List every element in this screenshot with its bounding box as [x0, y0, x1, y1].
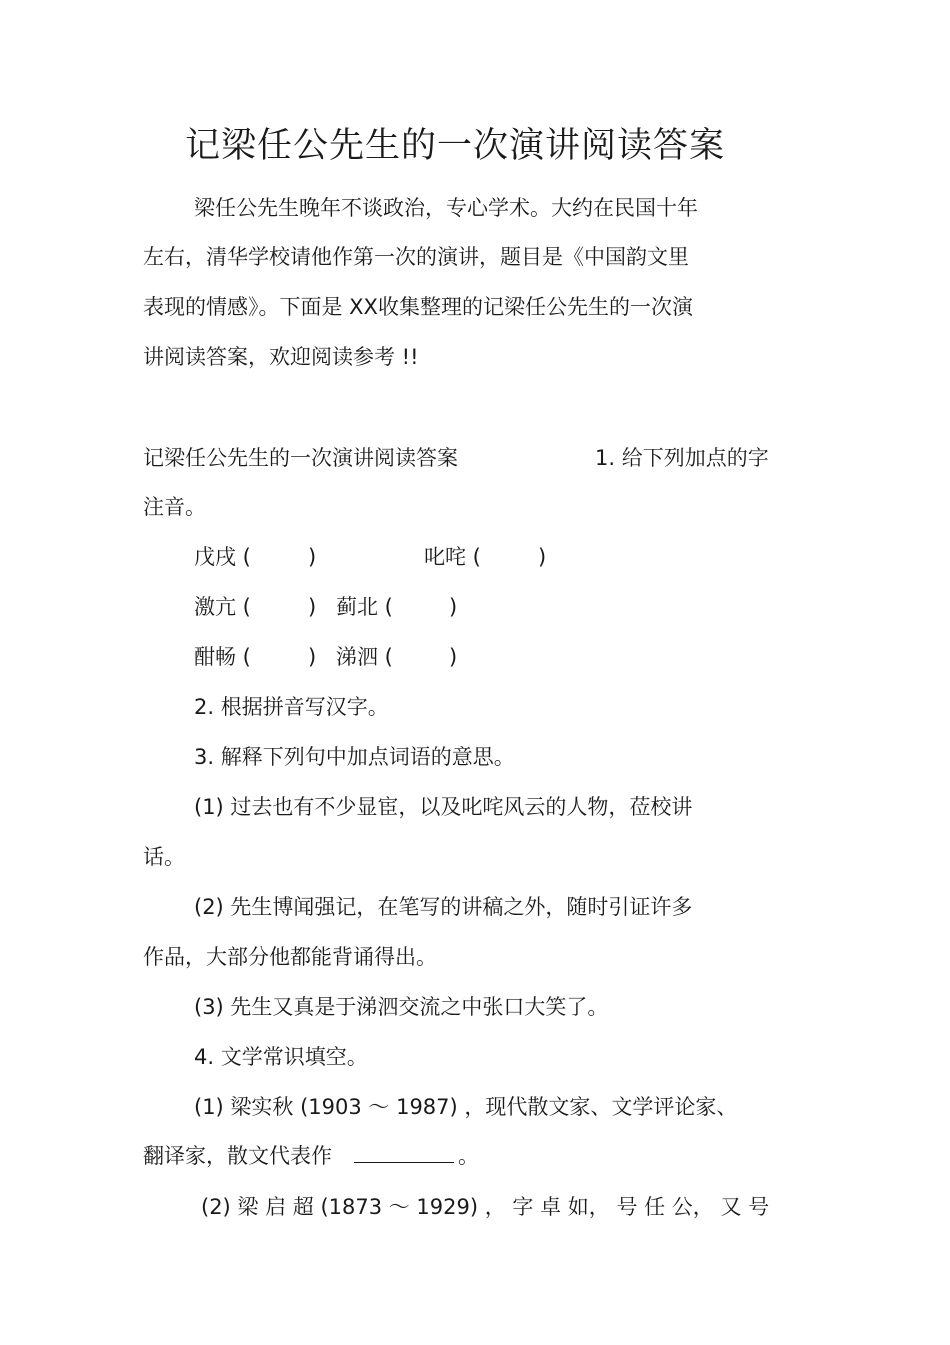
- question-3-item-3: (3) 先生又真是于涕泗交流之中张口大笑了。: [194, 995, 609, 1019]
- question-4: 4. 文学常识填空。: [194, 1045, 368, 1069]
- pinyin-item-tisi: 涕泗 (: [336, 645, 393, 669]
- pinyin-paren-close: ): [308, 595, 317, 619]
- question-4-item-2: (2) 梁 启 超 (1873 ～ 1929) ， 字 卓 如， 号 任 公， 又 号: [201, 1195, 770, 1219]
- pinyin-item-hanchang: 酣畅 (: [194, 645, 251, 669]
- pinyin-item-jikang: 激亢 (: [194, 595, 251, 619]
- document-title: 记梁任公先生的一次演讲阅读答案: [184, 126, 725, 166]
- question-3: 3. 解释下列句中加点词语的意思。: [194, 745, 515, 769]
- question-4-item-1: (1) 梁实秋 (1903 ～ 1987) ，现代散文家、文学评论家、: [194, 1095, 738, 1119]
- fill-period: 。: [458, 1144, 479, 1168]
- pinyin-paren-close: ): [308, 645, 317, 669]
- pinyin-paren-close: ): [449, 645, 458, 669]
- intro-line-4: 讲阅读答案，欢迎阅读参考 !!: [143, 345, 419, 369]
- intro-line-3: 表现的情感》。下面是 XX收集整理的记梁任公先生的一次演: [143, 295, 693, 319]
- pinyin-item-wuxu: 戊戌 (: [194, 545, 251, 569]
- question-1-label: 1. 给下列加点的字: [595, 446, 769, 470]
- intro-line-1: 梁任公先生晚年不谈政治，专心学术。大约在民国十年: [194, 196, 698, 220]
- pinyin-paren-close: ): [538, 545, 547, 569]
- question-3-item-1: (1) 过去也有不少显宦，以及叱咤风云的人物，莅校讲: [194, 795, 693, 819]
- pinyin-item-chizha: 叱咤 (: [424, 545, 481, 569]
- fill-prompt: 翻译家，散文代表作: [143, 1144, 332, 1168]
- intro-line-2: 左右，清华学校请他作第一次的演讲，题目是《中国韵文里: [143, 245, 689, 269]
- section-heading: 记梁任公先生的一次演讲阅读答案: [143, 446, 458, 470]
- question-3-item-2-cont: 作品，大部分他都能背诵得出。: [143, 945, 437, 969]
- question-3-item-1-cont: 话。: [143, 845, 185, 869]
- question-3-item-2: (2) 先生博闻强记，在笔写的讲稿之外，随时引证许多: [194, 895, 693, 919]
- question-1-continuation: 注音。: [143, 495, 206, 519]
- pinyin-paren-close: ): [449, 595, 458, 619]
- question-2: 2. 根据拼音写汉字。: [194, 695, 389, 719]
- question-4-item-1-cont: [143, 1141, 479, 1171]
- fill-in-blank[interactable]: [354, 1142, 454, 1163]
- pinyin-paren-close: ): [308, 545, 317, 569]
- pinyin-item-jibei: 蓟北 (: [336, 595, 393, 619]
